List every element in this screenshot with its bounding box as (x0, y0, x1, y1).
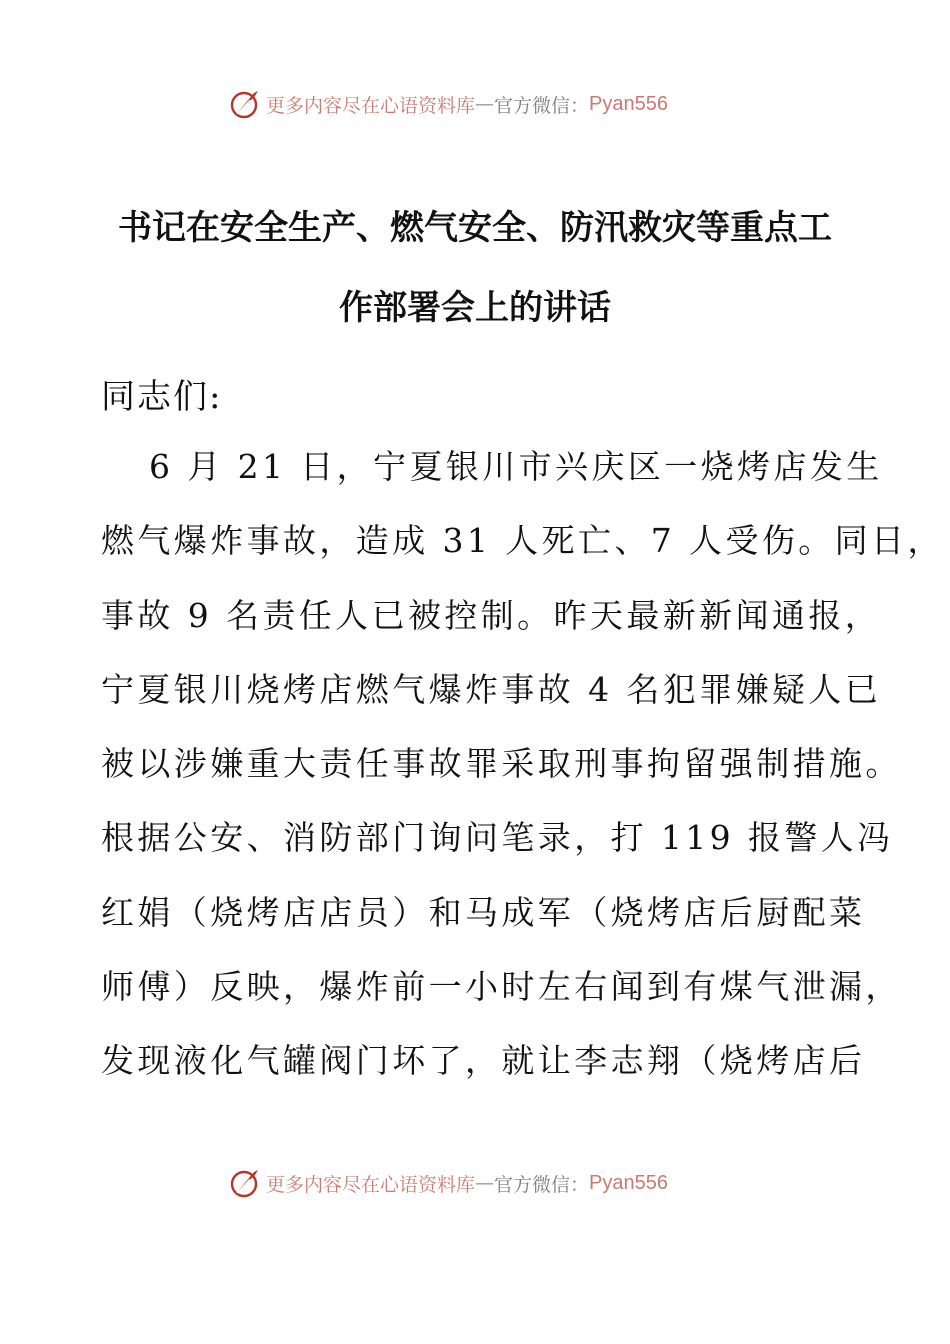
title-line-2: 作部署会上的讲话 (339, 288, 611, 328)
body-line: 事故 9 名责任人已被控制。昨天最新新闻通报， (101, 595, 882, 635)
watermark-brand-text: 更多内容尽在心语资料库 (266, 94, 476, 117)
quill-pen-circle-icon (228, 1166, 262, 1200)
body-line: 发现液化气罐阀门坏了，就让李志翔（烧烤店后 (101, 1041, 866, 1081)
quill-pen-circle-icon (228, 87, 262, 121)
watermark-wechat-id: Pyan556 (589, 1171, 668, 1194)
watermark-brand-text: 更多内容尽在心语资料库 (266, 1173, 476, 1196)
salutation: 同志们: (101, 377, 223, 417)
body-line: 燃气爆炸事故，造成 31 人死亡、7 人受伤。同日， (101, 521, 944, 561)
watermark-wechat-label: 官方微信： (494, 94, 590, 117)
watermark-wechat-label: 官方微信： (494, 1173, 590, 1196)
title-line-1: 书记在安全生产、燃气安全、防汛救灾等重点工 (118, 208, 832, 248)
watermark-dash: — (475, 1172, 495, 1194)
body-line: 宁夏银川烧烤店燃气爆炸事故 4 名犯罪嫌疑人已 (101, 669, 882, 709)
header-watermark (228, 86, 668, 122)
watermark-wechat-id: Pyan556 (589, 92, 668, 115)
body-line: 红娟（烧烤店店员）和马成军（烧烤店后厨配菜 (101, 892, 866, 932)
watermark-dash: — (475, 93, 495, 115)
body-text (101, 430, 944, 1099)
body-line: 6 月 21 日，宁夏银川市兴庆区一烧烤店发生 (149, 447, 883, 486)
body-line: 师傅）反映，爆炸前一小时左右闻到有煤气泄漏， (101, 967, 902, 1007)
document-title (100, 188, 850, 348)
body-line: 被以涉嫌重大责任事故罪采取刑事拘留强制措施。 (101, 744, 902, 784)
body-line: 根据公安、消防部门询问笔录，打 119 报警人冯 (101, 818, 894, 858)
footer-watermark (228, 1165, 668, 1201)
